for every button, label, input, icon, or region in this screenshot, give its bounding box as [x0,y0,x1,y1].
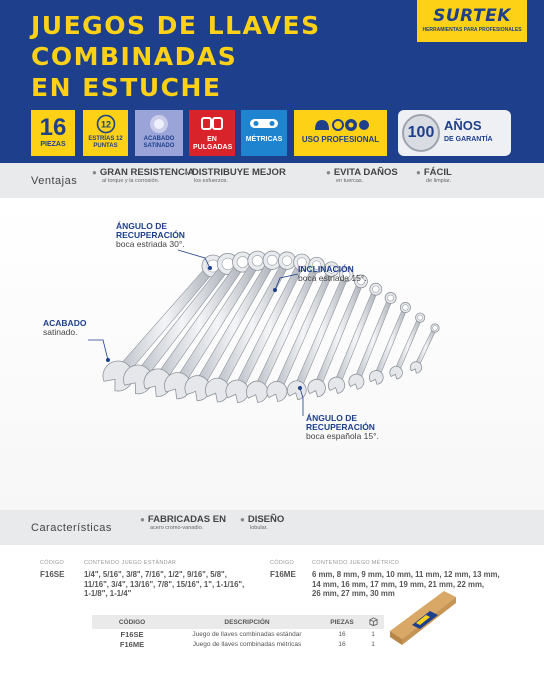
spec-std-code: F16SE [40,570,65,579]
badge-stria-label: ESTRÍAS 12 PUNTAS [88,136,123,149]
svg-text:12: 12 [100,119,111,130]
warranty-years: AÑOS [444,118,482,133]
ventaja-item [326,167,398,184]
title-line-3: EN ESTUCHE [31,73,222,102]
spec-code-label-std: CÓDIGO [40,560,65,566]
header-banner [0,0,544,163]
table-header-row [92,615,384,629]
table-cell-pieces: 16 [338,630,346,638]
metric-wrench-icon [249,114,279,134]
wrench-set-illustration [0,198,544,510]
inch-wrench-icon [200,114,224,134]
annotation-sub: boca española 15°. [306,431,379,441]
annotation-inclinacion [298,265,367,283]
spec-met-code: F16ME [270,570,296,579]
caracteristica-item [140,514,226,531]
badge-finish-label: ACABADO SATINADO [143,136,175,149]
product-image-area [0,198,544,510]
product-case-image [386,585,460,647]
brand-name: SURTEK [433,6,511,26]
ventaja-sub: en tuercas. [336,178,364,184]
annotation-head: ACABADO [43,318,87,328]
spec-line: 14 mm, 16 mm, 17 mm, 19 mm, 21 mm, 22 mm, [312,579,485,589]
ventaja-head: ● DISTRIBUYE MEJOR [184,167,286,178]
annotation-head: INCLINACIÓN [298,264,354,274]
spec-std-label: CONTENIDO JUEGO ESTÁNDAR [84,560,177,566]
table-cell-desc: Juego de llaves combinadas métricas [192,640,302,648]
table-header-box [362,615,384,629]
ventaja-head: ● GRAN RESISTENCIA [92,167,194,178]
badge-inch-label: EN PULGADAS [193,136,233,151]
ventaja-sub: los esfuerzos. [194,178,228,184]
table-cell-code: F16ME [119,639,145,649]
table-cell-qty: 1 [371,640,375,648]
brand-logo [417,0,527,42]
caracteristica-sub: lobular. [250,525,268,531]
badge-professional [294,110,387,156]
table-cell-pieces: 16 [338,640,346,648]
ventaja-head: ● FÁCIL [416,167,452,178]
spec-line: 11/16", 3/4", 13/16", 7/8", 15/16", 1", 1-1/16", [84,579,245,589]
page-title [31,10,321,103]
spec-line: 26 mm, 27 mm, 30 mm [312,589,395,598]
product-table [92,615,384,649]
spec-std-content [84,570,244,599]
title-line-2: COMBINADAS [31,42,238,71]
caracteristicas-strip [0,510,544,545]
ventaja-item [184,167,286,184]
ventajas-title: Ventajas [31,175,78,187]
badge-professional-label: USO PROFESIONAL [301,135,380,144]
annotation-head: ÁNGULO DE RECUPERACIÓN [306,413,375,432]
caracteristica-item [240,514,284,531]
badge-stria [83,110,128,156]
spec-code-label-met: CÓDIGO [270,560,295,566]
table-header-code: CÓDIGO [92,615,172,629]
spec-line: 1/4", 5/16", 3/8", 7/16", 1/2", 9/16", 5/8", [84,570,227,579]
badge-inch [189,110,235,156]
ventaja-sub: de limpiar. [426,178,452,184]
spec-met-label: CONTENIDO JUEGO MÉTRICO [312,560,400,566]
badge-finish [135,110,183,156]
professional-use-icon [311,114,371,134]
ventaja-sub: al torque y la corrosión. [102,178,160,184]
wrench-group [103,251,439,403]
box-icon [369,617,378,626]
annotation-sub: boca estriada 30°. [116,239,185,249]
satin-finish-icon [149,114,169,134]
title-line-1: JUEGOS DE LLAVES [31,11,321,40]
badge-metric-label: MÉTRICAS [245,136,283,143]
badge-pieces-number: 16 [39,114,67,141]
table-header-desc: DESCRIPCIÓN [172,615,322,629]
caracteristica-head: ● DISEÑO [240,514,284,525]
table-row [92,639,384,649]
annotation-sub: satinado. [43,327,78,337]
warranty-badge [398,110,511,156]
annotation-angulo-estriada [116,222,226,249]
table-row [92,629,384,639]
table-cell-qty: 1 [371,630,375,638]
caracteristica-sub: acero cromo-vanadio. [150,525,204,531]
annotation-acabado [43,319,86,337]
brand-tagline: HERRAMIENTAS PARA PROFESIONALES [422,27,522,33]
ventaja-item [92,167,194,184]
spec-line: 1-1/8", 1-1/4" [84,589,132,598]
badge-metric [241,110,287,156]
badge-pieces-label: PIEZAS [40,141,66,148]
table-cell-desc: Juego de llaves combinadas estándar [192,630,302,638]
twelve-point-icon [96,114,116,134]
ventaja-item [416,167,452,184]
annotation-head: ÁNGULO DE RECUPERACIÓN [116,221,185,240]
warranty-number: 100 [402,114,440,152]
table-cell-code: F16SE [120,629,144,639]
badge-pieces [31,110,75,156]
ventaja-head: ● EVITA DAÑOS [326,167,398,178]
caracteristica-head: ● FABRICADAS EN [140,514,226,525]
caracteristicas-title: Características [31,522,112,534]
spec-line: 6 mm, 8 mm, 9 mm, 10 mm, 11 mm, 12 mm, 13 mm, [312,570,500,579]
annotation-sub: boca estriada 15°. [298,273,367,283]
annotation-angulo-espanola [306,414,396,441]
table-header-pieces: PIEZAS [322,615,362,629]
warranty-label: DE GARANTÍA [444,136,493,143]
ventajas-strip [0,163,544,198]
